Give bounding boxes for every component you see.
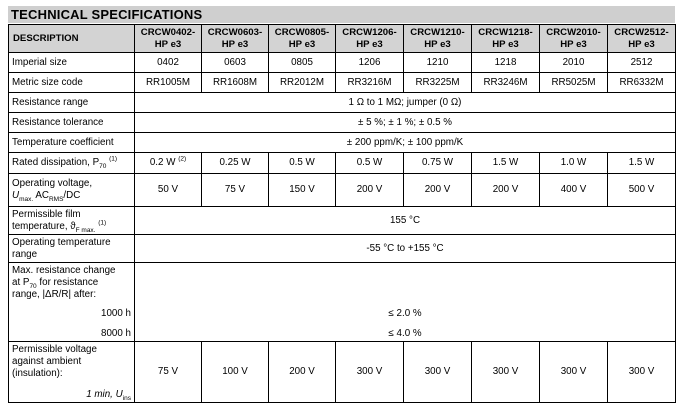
label-text: Operating temperature (12, 236, 111, 248)
model-header (540, 25, 608, 53)
label-symbol: U (12, 190, 20, 201)
model-line2: HP e3 (424, 38, 451, 50)
table-cell: -55 °C to +155 °C (135, 235, 676, 263)
label-text: for resistance (36, 277, 99, 288)
table-cell: 2512 (608, 53, 676, 73)
table-cell: RR1608M (202, 73, 269, 93)
label-text: 1 min, U (86, 389, 123, 400)
rated-dissipation-row (9, 153, 676, 174)
row-label: Resistance range (9, 93, 135, 113)
label-text: Operating voltage, (12, 178, 93, 189)
row-label: Metric size code (9, 73, 135, 93)
table-cell: 300 V (336, 342, 404, 403)
specifications-table (8, 24, 676, 403)
table-cell: 50 V (135, 174, 202, 207)
label-text: against ambient (12, 356, 82, 367)
table-cell: 200 V (404, 174, 472, 207)
label-text: Rated dissipation, P (12, 157, 100, 168)
table-cell: RR6332M (608, 73, 676, 93)
label-text: range (12, 248, 38, 260)
resistance-tolerance-row (9, 113, 676, 133)
label-subscript: 70 (29, 282, 37, 290)
table-cell: 400 V (540, 174, 608, 207)
page-title: TECHNICAL SPECIFICATIONS (11, 7, 203, 22)
table-cell: 150 V (269, 174, 336, 207)
table-cell: 2010 (540, 53, 608, 73)
table-cell (135, 153, 202, 174)
value-1000h: ≤ 2.0 % (388, 308, 422, 319)
imperial-size-row (9, 53, 676, 73)
row-label (9, 174, 135, 207)
label-text: Permissible film (12, 208, 81, 220)
table-cell: RR1005M (135, 73, 202, 93)
table-cell: RR5025M (540, 73, 608, 93)
table-cell: 75 V (135, 342, 202, 403)
table-cell: 1210 (404, 53, 472, 73)
table-cell: 0402 (135, 53, 202, 73)
table-cell: ± 5 %; ± 1 %; ± 0.5 % (135, 113, 676, 133)
table-cell: 1 Ω to 1 MΩ; jumper (0 Ω) (135, 93, 676, 113)
label-text: temperature, ϑ (12, 220, 76, 232)
table-cell: 200 V (472, 174, 540, 207)
model-line2: HP e3 (356, 38, 383, 50)
model-header (269, 25, 336, 53)
table-cell: 1206 (336, 53, 404, 73)
description-header: DESCRIPTION (9, 25, 135, 53)
model-line1: CRCW0805- (274, 26, 330, 38)
operating-voltage-row (9, 174, 676, 207)
title-bar (8, 6, 675, 23)
model-line1: CRCW1206- (342, 26, 397, 38)
table-cell: 200 V (336, 174, 404, 207)
row-label (9, 153, 135, 174)
model-line2: HP e3 (492, 38, 519, 50)
table-cell: 0.75 W (404, 153, 472, 174)
table-cell: 200 V (269, 342, 336, 403)
table-cell: 300 V (472, 342, 540, 403)
model-line1: CRCW0402- (140, 26, 196, 38)
model-line2: HP e3 (221, 38, 249, 50)
row-label: Temperature coefficient (9, 133, 135, 153)
label-text: /DC (63, 190, 81, 201)
resistance-change-row (9, 263, 676, 342)
label-text: range, |ΔR/R| after: (12, 289, 97, 300)
table-cell: 0.5 W (269, 153, 336, 174)
table-cell: 1218 (472, 53, 540, 73)
label-subscript: max. (19, 195, 34, 203)
film-temperature-row (9, 207, 676, 235)
row-label: Imperial size (9, 53, 135, 73)
metric-size-row (9, 73, 676, 93)
model-header (608, 25, 676, 53)
table-cell: 300 V (608, 342, 676, 403)
table-cell: 1.0 W (540, 153, 608, 174)
header-row (9, 25, 676, 53)
operating-temperature-row (9, 235, 676, 263)
footnote-marker: (1) (109, 155, 118, 163)
label-subscript: F max. (75, 226, 96, 234)
model-header (135, 25, 202, 53)
table-cell: 0.25 W (202, 153, 269, 174)
label-text: AC (33, 190, 49, 201)
row-label (9, 342, 135, 403)
table-cell: 0603 (202, 53, 269, 73)
table-cell: 75 V (202, 174, 269, 207)
label-text: at P (12, 277, 30, 288)
model-line2: HP e3 (560, 38, 587, 50)
resistance-range-row (9, 93, 676, 113)
label-text: Max. resistance change (12, 265, 116, 276)
table-cell: 300 V (540, 342, 608, 403)
table-cell: 500 V (608, 174, 676, 207)
table-cell: ± 200 ppm/K; ± 100 ppm/K (135, 133, 676, 153)
label-text: Permissible voltage (12, 344, 97, 355)
model-line1: CRCW1210- (410, 26, 465, 38)
model-header (202, 25, 269, 53)
table-cell: RR3225M (404, 73, 472, 93)
value-8000h: ≤ 4.0 % (388, 328, 422, 339)
table-cell: RR2012M (269, 73, 336, 93)
table-cell: RR3246M (472, 73, 540, 93)
table-cell: 1.5 W (608, 153, 676, 174)
table-cell: 100 V (202, 342, 269, 403)
model-header (472, 25, 540, 53)
model-line2: HP e3 (288, 38, 316, 50)
model-line1: CRCW2512- (614, 26, 669, 38)
model-header (336, 25, 404, 53)
footnote-marker: (2) (178, 155, 187, 163)
row-label (9, 207, 135, 235)
temperature-coefficient-row (9, 133, 676, 153)
row-label (9, 263, 135, 342)
row-label: Resistance tolerance (9, 113, 135, 133)
label-subscript: RMS (48, 195, 64, 203)
permissible-voltage-row (9, 342, 676, 403)
table-cell: 300 V (404, 342, 472, 403)
label-subscript: 70 (99, 162, 107, 170)
cell-text: 0.2 W (149, 157, 176, 168)
table-cell: 1.5 W (472, 153, 540, 174)
model-header (404, 25, 472, 53)
model-line1: CRCW0603- (207, 26, 263, 38)
table-cell (135, 263, 676, 342)
table-cell: 0.5 W (336, 153, 404, 174)
sub-label-8000h: 8000 h (101, 328, 131, 339)
sub-label-1000h: 1000 h (101, 308, 131, 319)
table-cell: 155 °C (135, 207, 676, 235)
row-label (9, 235, 135, 263)
sub-label-1min (12, 389, 131, 401)
model-line2: HP e3 (628, 38, 655, 50)
label-subscript: ins (122, 394, 131, 402)
model-line2: HP e3 (154, 38, 182, 50)
footnote-marker: (1) (98, 219, 107, 227)
label-text: (insulation): (12, 368, 63, 379)
table-cell: 0805 (269, 53, 336, 73)
model-line1: CRCW1218- (478, 26, 533, 38)
table-cell: RR3216M (336, 73, 404, 93)
model-line1: CRCW2010- (546, 26, 601, 38)
